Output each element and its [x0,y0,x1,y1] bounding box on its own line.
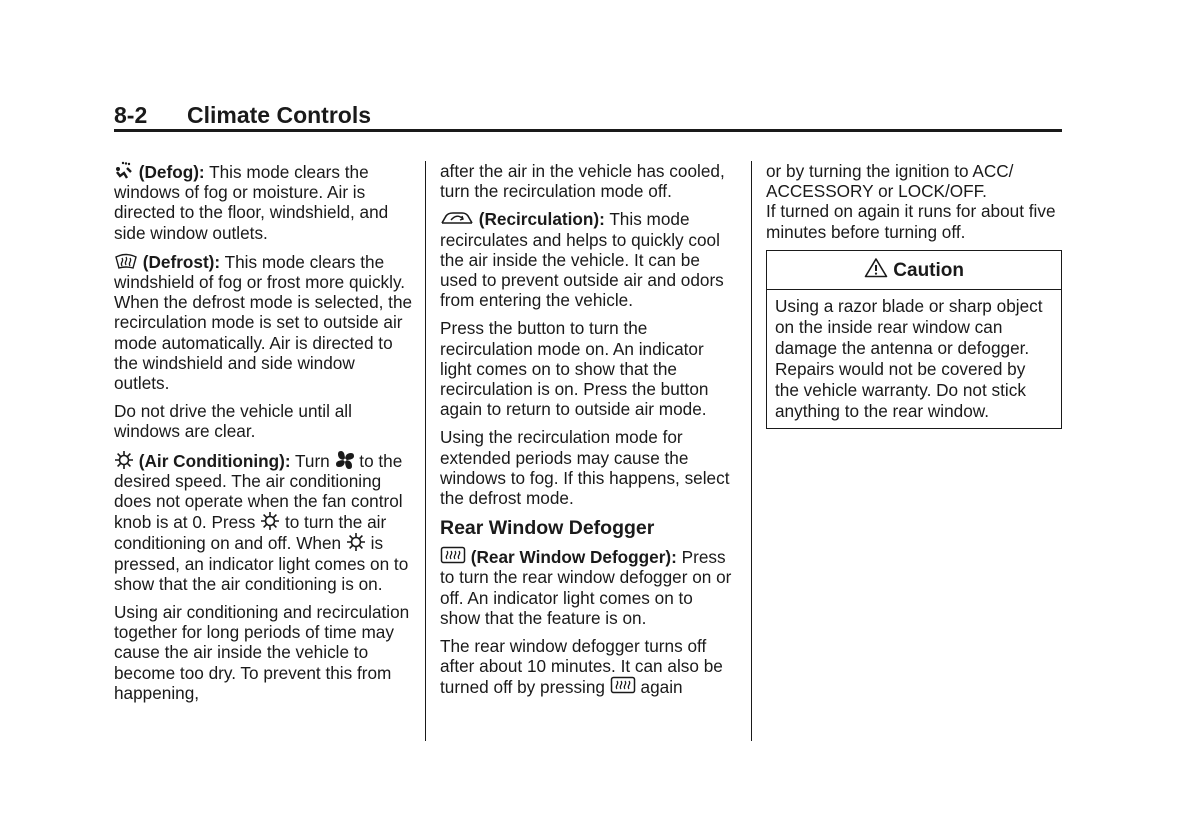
recirc-note-paragraph: Using air conditioning and recirculation together for long periods of time may cause the air inside the vehicle to become too dry. To prevent this from happening, [114,602,410,703]
caution-title: Caution [893,259,964,281]
rear-defogger-icon [440,546,466,566]
chapter-title: Climate Controls [187,102,372,128]
ac-label: (Air Conditioning): [138,450,291,471]
ac-paragraph [114,450,414,594]
column-divider-2 [751,161,752,741]
column-3 [766,161,1062,429]
recirculation-paragraph [440,209,736,310]
defog-paragraph [114,161,414,243]
continuation-paragraph: after the air in the vehicle has cooled, turn the recirculation mode off. [440,161,725,202]
extended-paragraph: Using the recirculation mode for extended periods may cause the windows to fog. If this happens, select the defrost mode. [440,427,730,509]
turned-on-again-paragraph: If turned on again it runs for about five minutes before turning off. [766,201,1056,242]
turnoff-paragraph [440,636,736,698]
rear-defogger-text: Press to turn the rear window defogger on or off. An indicator light comes on to show that the feature is on. [440,547,732,628]
rear-defogger-icon [610,676,636,696]
page-number: 8-2 [114,102,148,128]
defrost-paragraph [114,251,414,393]
defog-icon [114,161,134,181]
fan-icon [335,450,355,470]
turnoff-text-1: The rear window defogger turns off after about 10 minutes. It can also be turned off by pressing [440,636,723,698]
ac-icon [260,511,280,531]
recirculation-icon [440,210,474,228]
ac-icon [346,532,366,552]
caution-header [767,251,1061,290]
ac-text-1: Turn [295,450,330,471]
rear-defogger-heading: Rear Window Defogger [440,517,655,540]
warning-triangle-icon [864,257,888,278]
caution-text: Using a razor blade or sharp object on the inside rear window can damage the antenna or defogger. Repairs would not be covered by the vehicle warranty. Do not stick anything to the rear window. [775,295,1043,421]
rear-defogger-paragraph [440,546,736,628]
header-rule [114,129,1062,132]
recirculation-label: (Recirculation): [478,209,605,230]
rear-defogger-label: (Rear Window Defogger): [470,547,677,568]
ac-text-3: to turn the air conditioning on and off. When [114,512,387,554]
turnoff-text-2: again [640,677,683,698]
page-header [114,100,1062,130]
recirculation-text: This mode recirculates and helps to quickly cool the air inside the vehicle. It can be used to prevent outside air and odors from entering the vehicle. [440,209,724,311]
defog-label: (Defog): [138,162,205,182]
ac-icon [114,450,134,470]
warning-paragraph: Do not drive the vehicle until all windows are clear. [114,401,352,442]
column-2 [440,161,736,706]
defog-text: This mode clears the windows of fog or moisture. Air is directed to the floor, windshield, and side window outlets. [114,162,389,243]
caution-box [766,250,1062,429]
press-paragraph: Press the button to turn the recirculation mode on. An indicator light comes on to show that the recirculation is on. Press the button again to return to outside air mode. [440,318,709,420]
column-1 [114,161,414,711]
defrost-text: This mode clears the windshield of fog or frost more quickly. When the defrost mode is selected, the recirculation mode is set to outside air mode automatically. Air is directed to the windshield and side window outlets. [114,251,413,394]
defrost-label: (Defrost): [142,251,221,272]
defrost-icon [114,251,138,271]
col3-continuation-paragraph: or by turning the ignition to ACC/ ACCESSORY or LOCK/OFF. [766,161,1014,202]
ac-text-4: is pressed, an indicator light comes on to show that the air conditioning is on. [114,533,409,594]
ac-text-2: to the desired speed. The air conditioning does not operate when the fan control knob is at 0. Press [114,450,403,533]
column-divider-1 [425,161,426,741]
